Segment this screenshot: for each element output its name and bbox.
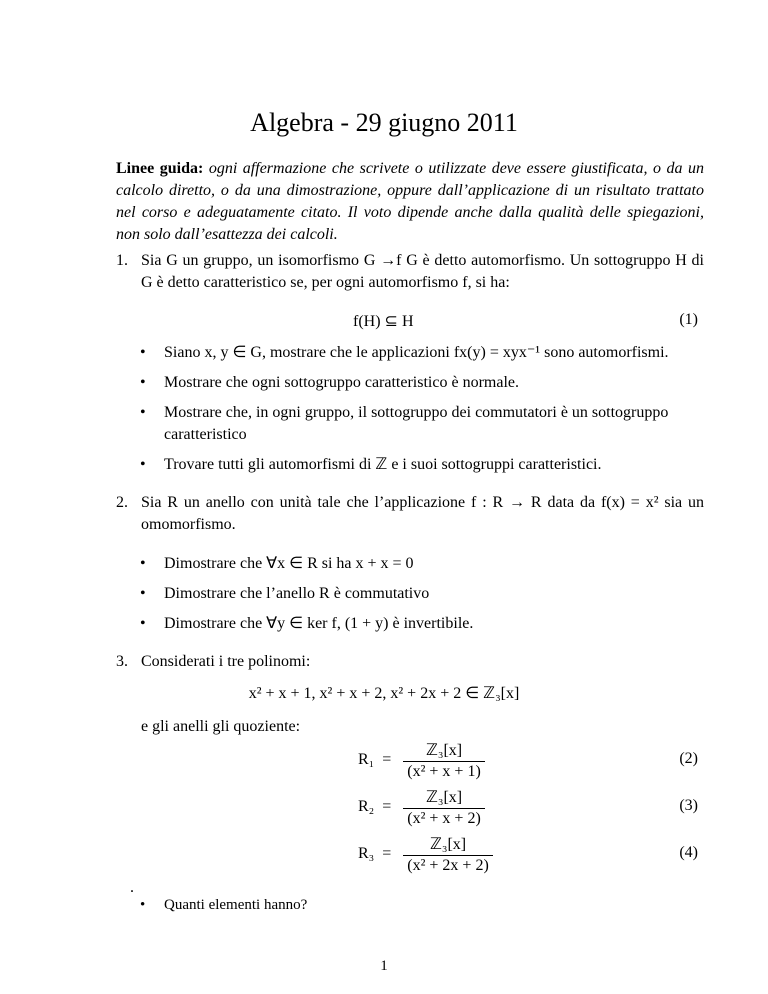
problem-2 [116, 492, 704, 536]
problem-number: 3. [116, 653, 128, 670]
equation-number: (2) [679, 750, 698, 767]
ring-r2: R₂ = $\frac{\text{ℤ₃[x]}}{\text{(x² + x + 2)}}$ [358, 787, 485, 828]
list-item: • Siano x, y ∈ G, mostrare che le applicazioni fx(y) = xyx⁻¹ sono automorfismi. [140, 344, 669, 361]
guidelines-label: Linee guida: [116, 160, 204, 177]
list-item: • Dimostrare che ∀x ∈ R si ha x + x = 0 [140, 555, 414, 572]
guidelines [116, 158, 704, 246]
problem-number: 2. [116, 494, 128, 511]
guidelines-text: ogni affermazione che scrivete o utilizzate deve essere giustificata, o da un calcolo diretto, o da una dimostrazione, oppure dall’applicazione di un risultato trattato nel corso e adeguatamente citato. Il voto dipende anche dalla qualità delle spiegazioni, non solo dall’esattezza dei calcoli. [116, 160, 705, 243]
problem-intro-2: e gli anelli gli quoziente: [141, 718, 301, 735]
problem-intro: Sia G un gruppo, un isomorfismo G →f G è detto automorfismo. Un sottogruppo H di G è detto caratteristico se, per ogni automorfismo f, si ha: [141, 252, 704, 291]
list-item: • Trovare tutti gli automorfismi di ℤ e i suoi sottogruppi caratteristici. [140, 456, 602, 473]
problem-3 [116, 651, 704, 673]
problem-intro: Considerati i tre polinomi: [141, 653, 311, 670]
problem-intro: Sia R un anello con unità tale che l’applicazione f : R → R data da f(x) = x² sia un omomorfismo. [141, 494, 704, 533]
list-item: • Mostrare che, in ogni gruppo, il sottogruppo dei commutatori è un sottogruppo caratteristico [140, 404, 669, 443]
ring-r1: R₁ = $\frac{\text{ℤ₃[x]}}{\text{(x² + x + 1)}}$ [358, 740, 485, 781]
polynomials: x² + x + 1, x² + x + 2, x² + 2x + 2 ∈ ℤ₃[x] [248, 685, 520, 702]
page-number: 1 [380, 958, 388, 974]
problem-1 [116, 250, 704, 294]
equation-number: (1) [679, 311, 698, 328]
equation-number: (4) [679, 844, 698, 861]
equation: f(H) ⊆ H [353, 313, 414, 330]
list-item: • Mostrare che ogni sottogruppo caratteristico è normale. [140, 374, 519, 391]
ring-r3: R₃ = $\frac{\text{ℤ₃[x]}}{\text{(x² + 2x + 2)}}$ [358, 834, 493, 875]
page-title: Algebra - 29 giugno 2011 [250, 108, 518, 137]
equation-number: (3) [679, 797, 698, 814]
list-item: • Dimostrare che ∀y ∈ ker f, (1 + y) è invertibile. [140, 615, 474, 632]
list-item: • Quanti elementi hanno? [140, 897, 308, 913]
problem-number: 1. [116, 252, 128, 269]
period: . [130, 879, 134, 896]
list-item: • Dimostrare che l’anello R è commutativo [140, 585, 430, 602]
